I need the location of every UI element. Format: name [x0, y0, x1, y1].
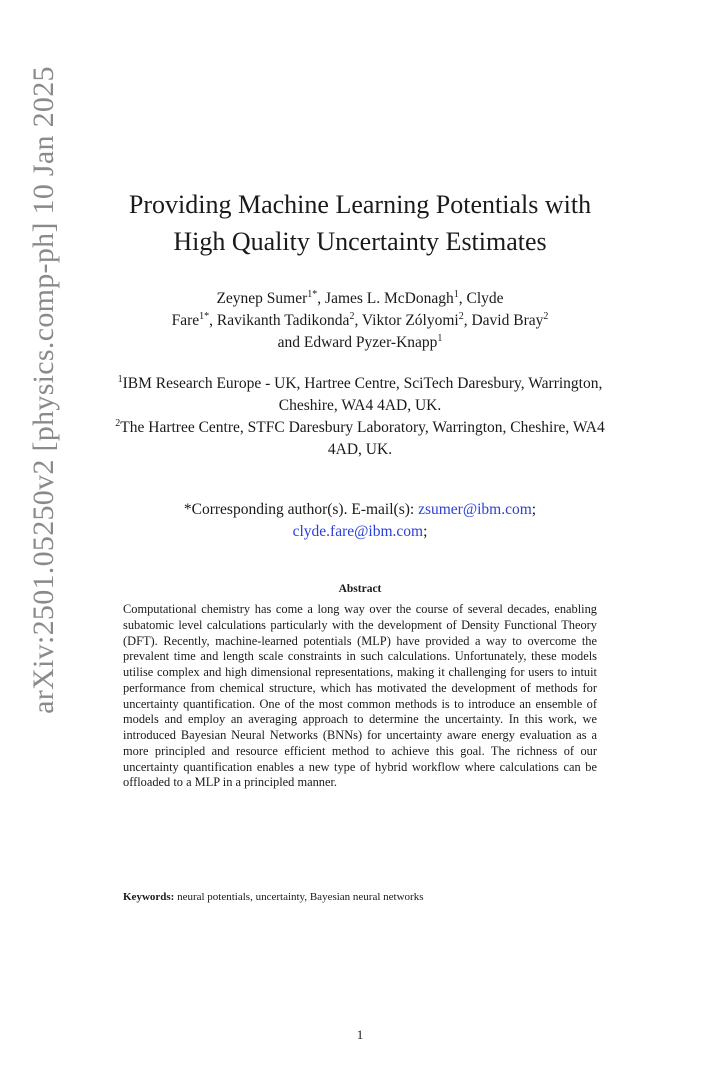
author-affiliation-mark: 1*: [307, 288, 318, 300]
author-name: Ravikanth Tadikonda: [216, 312, 350, 329]
author-affiliation-mark: 2: [458, 310, 464, 322]
abstract-text: Computational chemistry has come a long way over the course of several decades, enabling subatomic level calculations particularly with the development of Density Functional Theory (DFT). Recently, machine-learned potentials (MLP) have provided a way to overcome the prevalent time and length scale constraints in such calculations. Unfortunately, these models utilise complex and high dimensional representations, making it challenging for users to intuit performance from chemical structure, which has motivated the development of methods for uncertainty quantification. One of the most common methods is to introduce an ensemble of models and employ an averaging approach to determine the uncertainty. In this work, we introduced Bayesian Neural Networks (BNNs) for uncertainty aware energy evaluation as a more principled and resource efficient method to achieve this goal. The richness of our uncertainty quantification enables a new type of hybrid workflow where calculations can be offloaded to a MLP in a principled manner.: [123, 602, 597, 790]
correspondence-prefix: *Corresponding author(s). E-mail(s):: [183, 501, 419, 518]
title-line-2: High Quality Uncertainty Estimates: [173, 227, 547, 256]
email-link-1[interactable]: zsumer@ibm.com: [418, 501, 532, 518]
author-separator: ,: [317, 290, 326, 307]
author-name-cont: Fare: [171, 312, 200, 329]
author-separator: ,: [458, 290, 467, 307]
paper-title: [100, 186, 620, 260]
author-affiliation-mark: 2: [543, 310, 549, 322]
author-separator: ,: [209, 312, 217, 329]
affiliation-2: [100, 417, 620, 461]
affiliations: [100, 373, 620, 461]
author-affiliation-mark: 1: [453, 288, 459, 300]
keywords-label: Keywords:: [123, 891, 175, 903]
correspondence-end: ;: [423, 523, 428, 540]
keywords-text: neural potentials, uncertainty, Bayesian neural networks: [174, 891, 424, 903]
author-name: Clyde: [466, 290, 504, 307]
correspondence-sep: ;: [531, 501, 537, 518]
author-separator: ,: [354, 312, 362, 329]
affiliation-text: IBM Research Europe - UK, Hartree Centre, SciTech Daresbury, Warrington, Cheshire, WA4 4AD, UK.: [122, 375, 603, 414]
author-name: David Bray: [471, 312, 544, 329]
author-affiliation-mark: 1*: [199, 310, 210, 322]
affiliation-mark: 1: [117, 373, 123, 385]
title-line-1: Providing Machine Learning Potentials with: [128, 190, 592, 219]
author-name: Edward Pyzer-Knapp: [303, 334, 438, 351]
correspondence: [100, 499, 620, 543]
affiliation-1: [100, 373, 620, 417]
keywords: [123, 891, 597, 903]
author-name: Viktor Zólyomi: [361, 312, 459, 329]
page-number: 1: [356, 1027, 364, 1042]
author-separator: and: [277, 334, 304, 351]
affiliation-text: The Hartree Centre, STFC Daresbury Laboratory, Warrington, Cheshire, WA4 4AD, UK.: [120, 419, 605, 458]
author-separator: ,: [463, 312, 472, 329]
affiliation-mark: 2: [115, 417, 121, 429]
author-name: Zeynep Sumer: [216, 290, 308, 307]
abstract-heading: Abstract: [338, 583, 382, 595]
author-affiliation-mark: 2: [349, 310, 355, 322]
email-link-2[interactable]: clyde.fare@ibm.com: [292, 523, 424, 540]
author-name: James L. McDonagh: [325, 290, 454, 307]
author-affiliation-mark: 1: [437, 332, 443, 344]
author-list: [100, 288, 620, 354]
arxiv-identifier: arXiv:2501.05250v2 [physics.comp-ph] 10 Jan 2025: [27, 66, 60, 714]
